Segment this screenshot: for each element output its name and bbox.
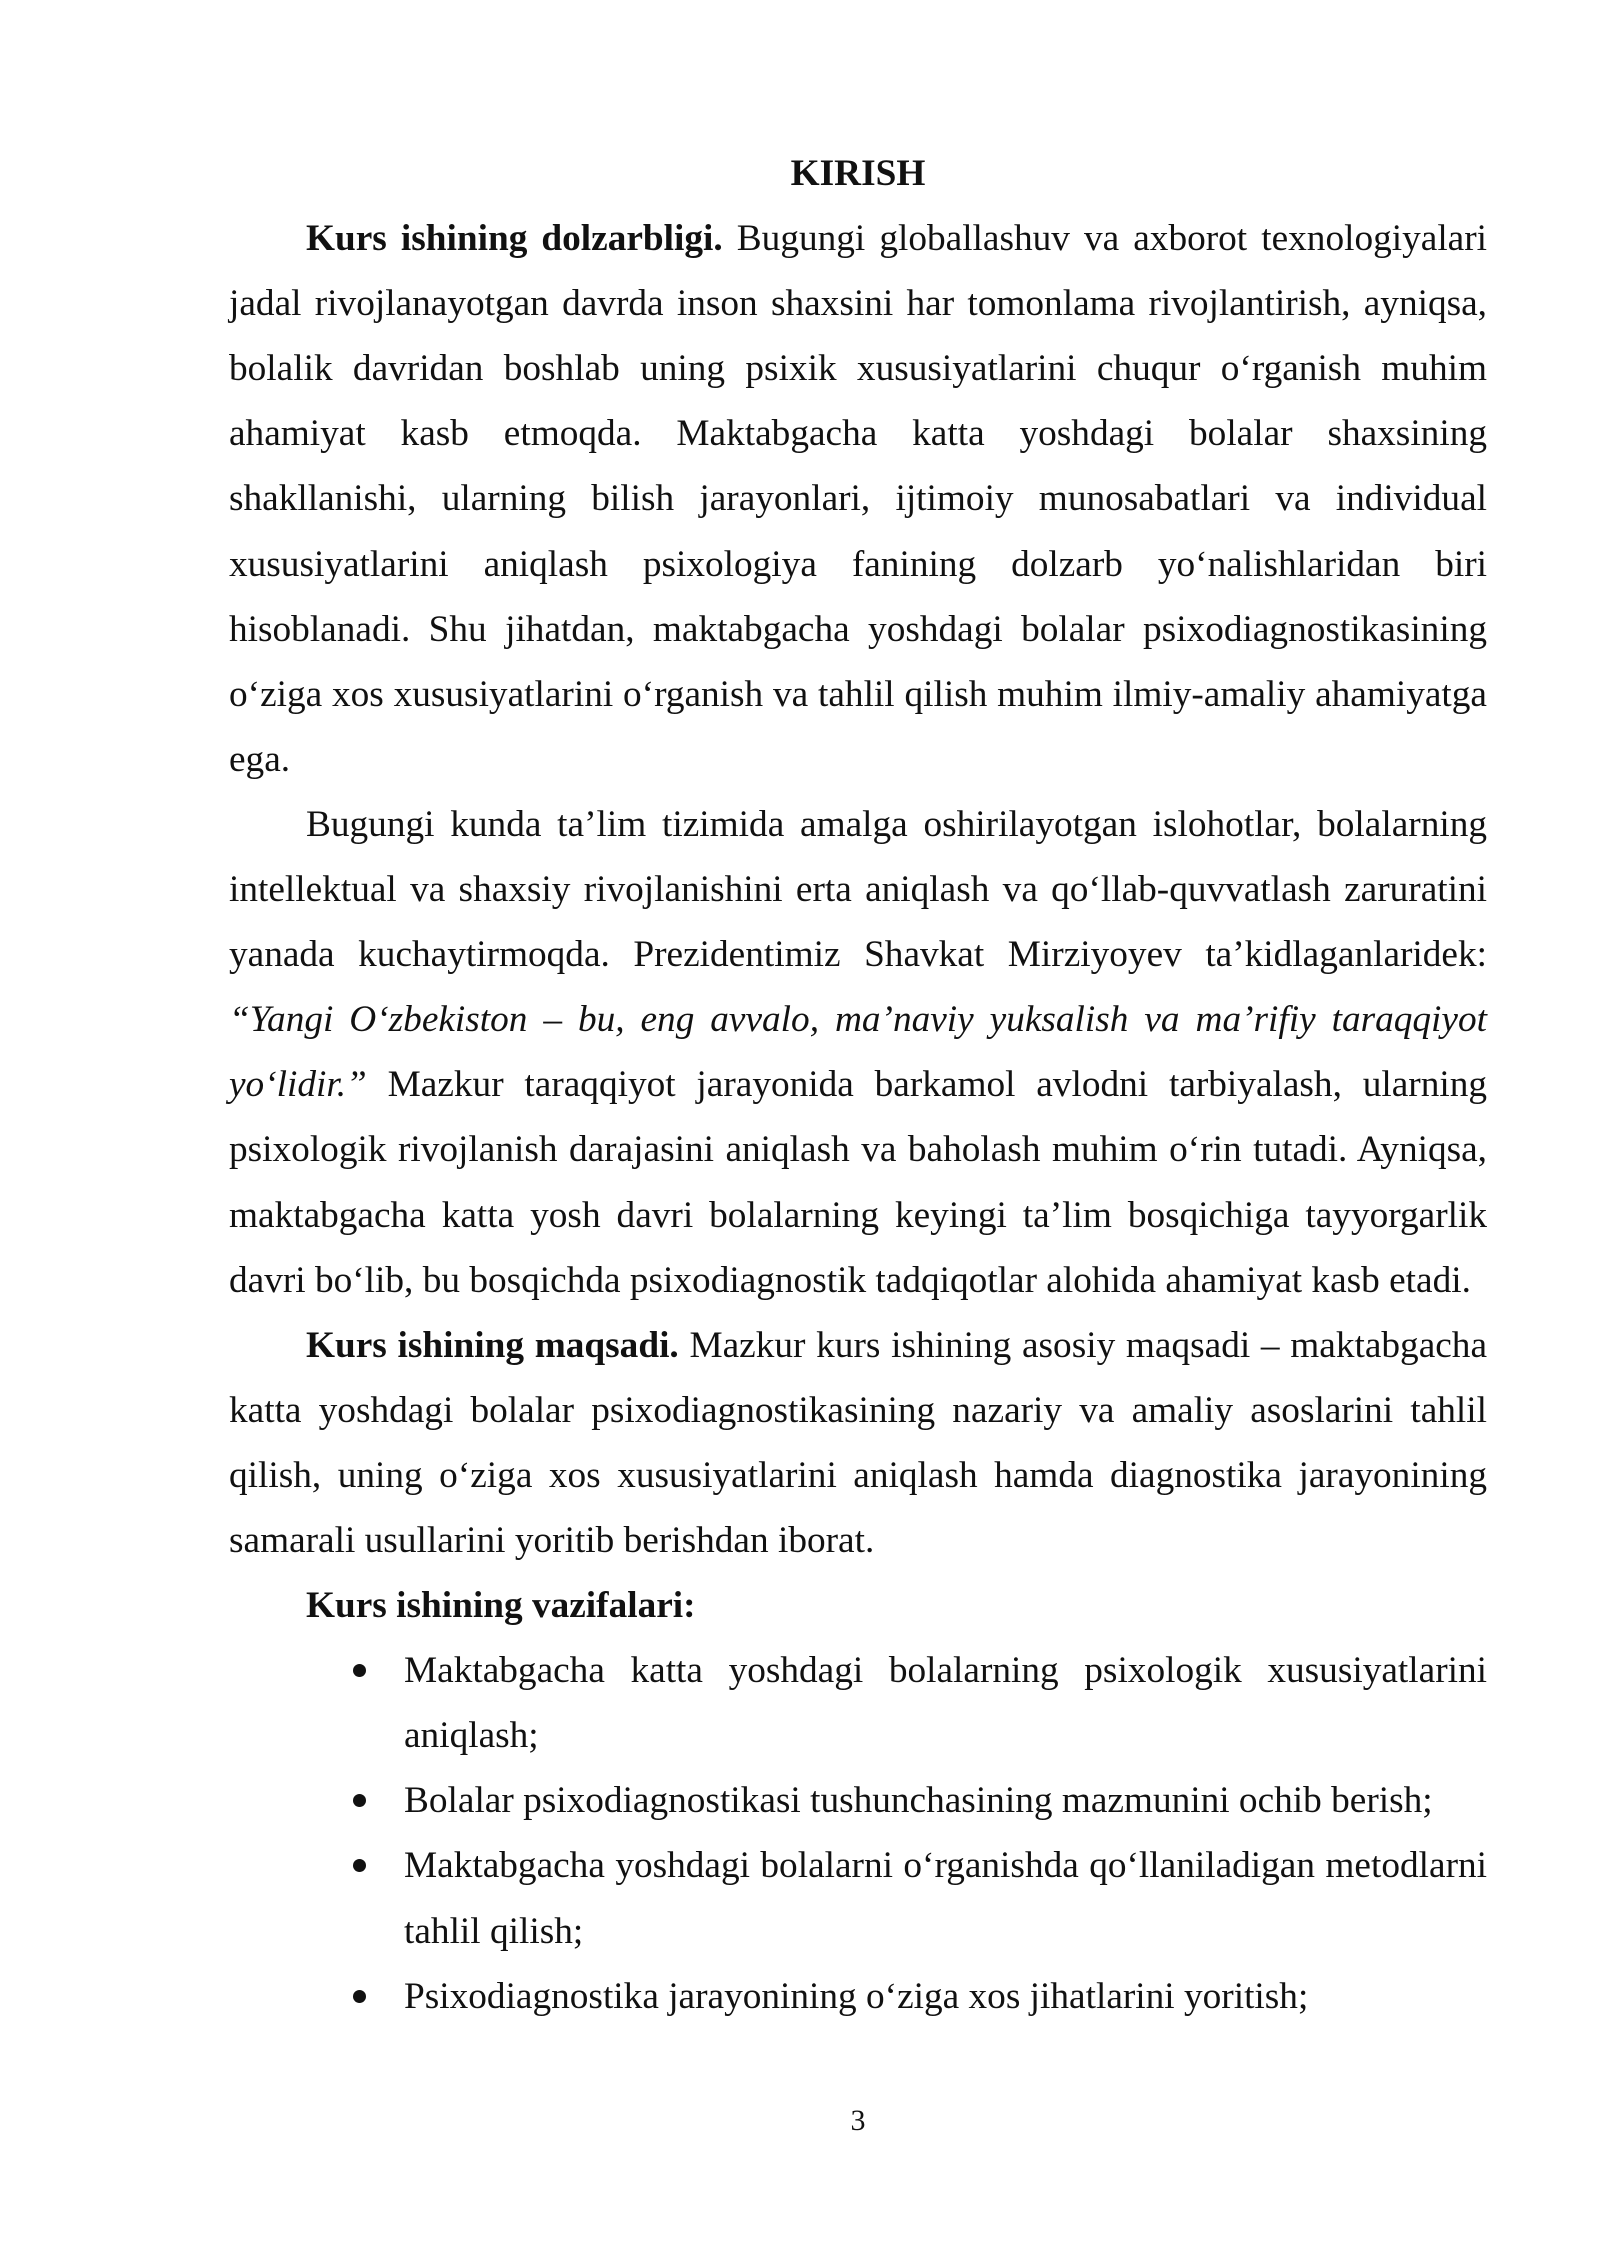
paragraph-relevance <box>229 206 1487 792</box>
task-text-line: Maktabgacha yoshdagi bolalarni o‘rganishda qo‘llaniladigan metodlarni <box>404 1845 1487 1887</box>
tasks-section <box>229 1573 1487 2029</box>
text-line: intellektual va shaxsiy rivojlanishini erta aniqlash va qo‘llab-quvvatlash zaruratini <box>229 869 1487 911</box>
bullet-icon <box>353 1859 366 1872</box>
task-text-line: Maktabgacha katta yoshdagi bolalarning psixologik xususiyatlarini <box>404 1650 1487 1692</box>
text-line: samarali usullarini yoritib berishdan iborat. <box>229 1519 875 1561</box>
bullet-icon <box>353 1664 366 1677</box>
line-text: Mazkur kurs ishining asosiy maqsadi – maktabgacha <box>689 1324 1487 1366</box>
quote-text: yo‘lidir.” <box>229 1064 367 1106</box>
text-line: davri bo‘lib, bu bosqichda psixodiagnostik tadqiqotlar alohida ahamiyat kasb etadi. <box>229 1259 1471 1301</box>
section-label-tasks: Kurs ishining vazifalari: <box>306 1585 696 1627</box>
text-line: bolalik davridan boshlab uning psixik xususiyatlarini chuqur o‘rganish muhim <box>229 348 1487 390</box>
text-line: psixologik rivojlanish darajasini aniqlash va baholash muhim o‘rin tutadi. Ayniqsa, <box>229 1129 1487 1171</box>
paragraph-goal <box>229 1313 1487 1573</box>
text-line: ega. <box>229 738 291 780</box>
task-text-line: aniqlash; <box>404 1715 539 1757</box>
paragraph-context <box>229 792 1487 1313</box>
text-line: yanada kuchaytirmoqda. Prezidentimiz Shavkat Mirziyoyev ta’kidlaganlaridek: <box>229 934 1487 976</box>
line-text: Bugungi globallashuv va axborot texnologiyalari <box>736 218 1488 260</box>
line-text: Mazkur taraqqiyot jarayonida barkamol avlodni tarbiyalash, ularning <box>387 1064 1487 1106</box>
text-line: ahamiyat kasb etmoqda. Maktabgacha katta yoshdagi bolalar shaxsining <box>229 413 1487 455</box>
section-label-goal: Kurs ishining maqsadi. <box>306 1324 679 1366</box>
text-line: jadal rivojlanayotgan davrda inson shaxsini har tomonlama rivojlantirish, ayniqsa, <box>229 283 1487 325</box>
page-heading: KIRISH <box>790 153 926 194</box>
text-line: o‘ziga xos xususiyatlarini o‘rganish va tahlil qilish muhim ilmiy-amaliy ahamiyatga <box>229 673 1487 715</box>
text-line <box>229 1313 1487 1378</box>
text-line: katta yoshdagi bolalar psixodiagnostikasining nazariy va amaliy asoslarini tahlil <box>229 1389 1487 1431</box>
page-number: 3 <box>850 2104 866 2137</box>
bullet-icon <box>353 1794 366 1807</box>
task-text-line: Psixodiagnostika jarayonining o‘ziga xos jihatlarini yoritish; <box>404 1975 1309 2017</box>
task-list-item <box>404 1833 1487 1963</box>
text-line <box>229 206 1487 271</box>
task-text-line: Bolalar psixodiagnostikasi tushunchasining mazmunini ochib berish; <box>404 1780 1433 1822</box>
text-line <box>229 1052 1487 1117</box>
text-line: maktabgacha katta yosh davri bolalarning keyingi ta’lim bosqichiga tayyorgarlik <box>229 1194 1487 1236</box>
text-line: xususiyatlarini aniqlash psixologiya fanining dolzarb yo‘nalishlaridan biri <box>229 543 1487 585</box>
bullet-icon <box>353 1990 366 2003</box>
text-line: shakllanishi, ularning bilish jarayonlari, ijtimoiy munosabatlari va individual <box>229 478 1487 520</box>
section-label-relevance: Kurs ishining dolzarbligi. <box>306 218 723 260</box>
text-line: hisoblanadi. Shu jihatdan, maktabgacha yoshdagi bolalar psixodiagnostikasining <box>229 608 1487 650</box>
page-body <box>229 141 1487 2029</box>
text-line: Bugungi kunda ta’lim tizimida amalga oshirilayotgan islohotlar, bolalarning <box>306 803 1487 845</box>
text-line: qilish, uning o‘ziga xos xususiyatlarini aniqlash hamda diagnostika jarayonining <box>229 1454 1487 1496</box>
quote-line: “Yangi O‘zbekiston – bu, eng avvalo, ma’naviy yuksalish va ma’rifiy taraqqiyot <box>229 999 1487 1041</box>
task-list-item <box>404 1964 1487 2029</box>
task-list-item <box>404 1638 1487 1768</box>
task-text-line: tahlil qilish; <box>404 1910 584 1952</box>
task-list-item <box>404 1768 1487 1833</box>
